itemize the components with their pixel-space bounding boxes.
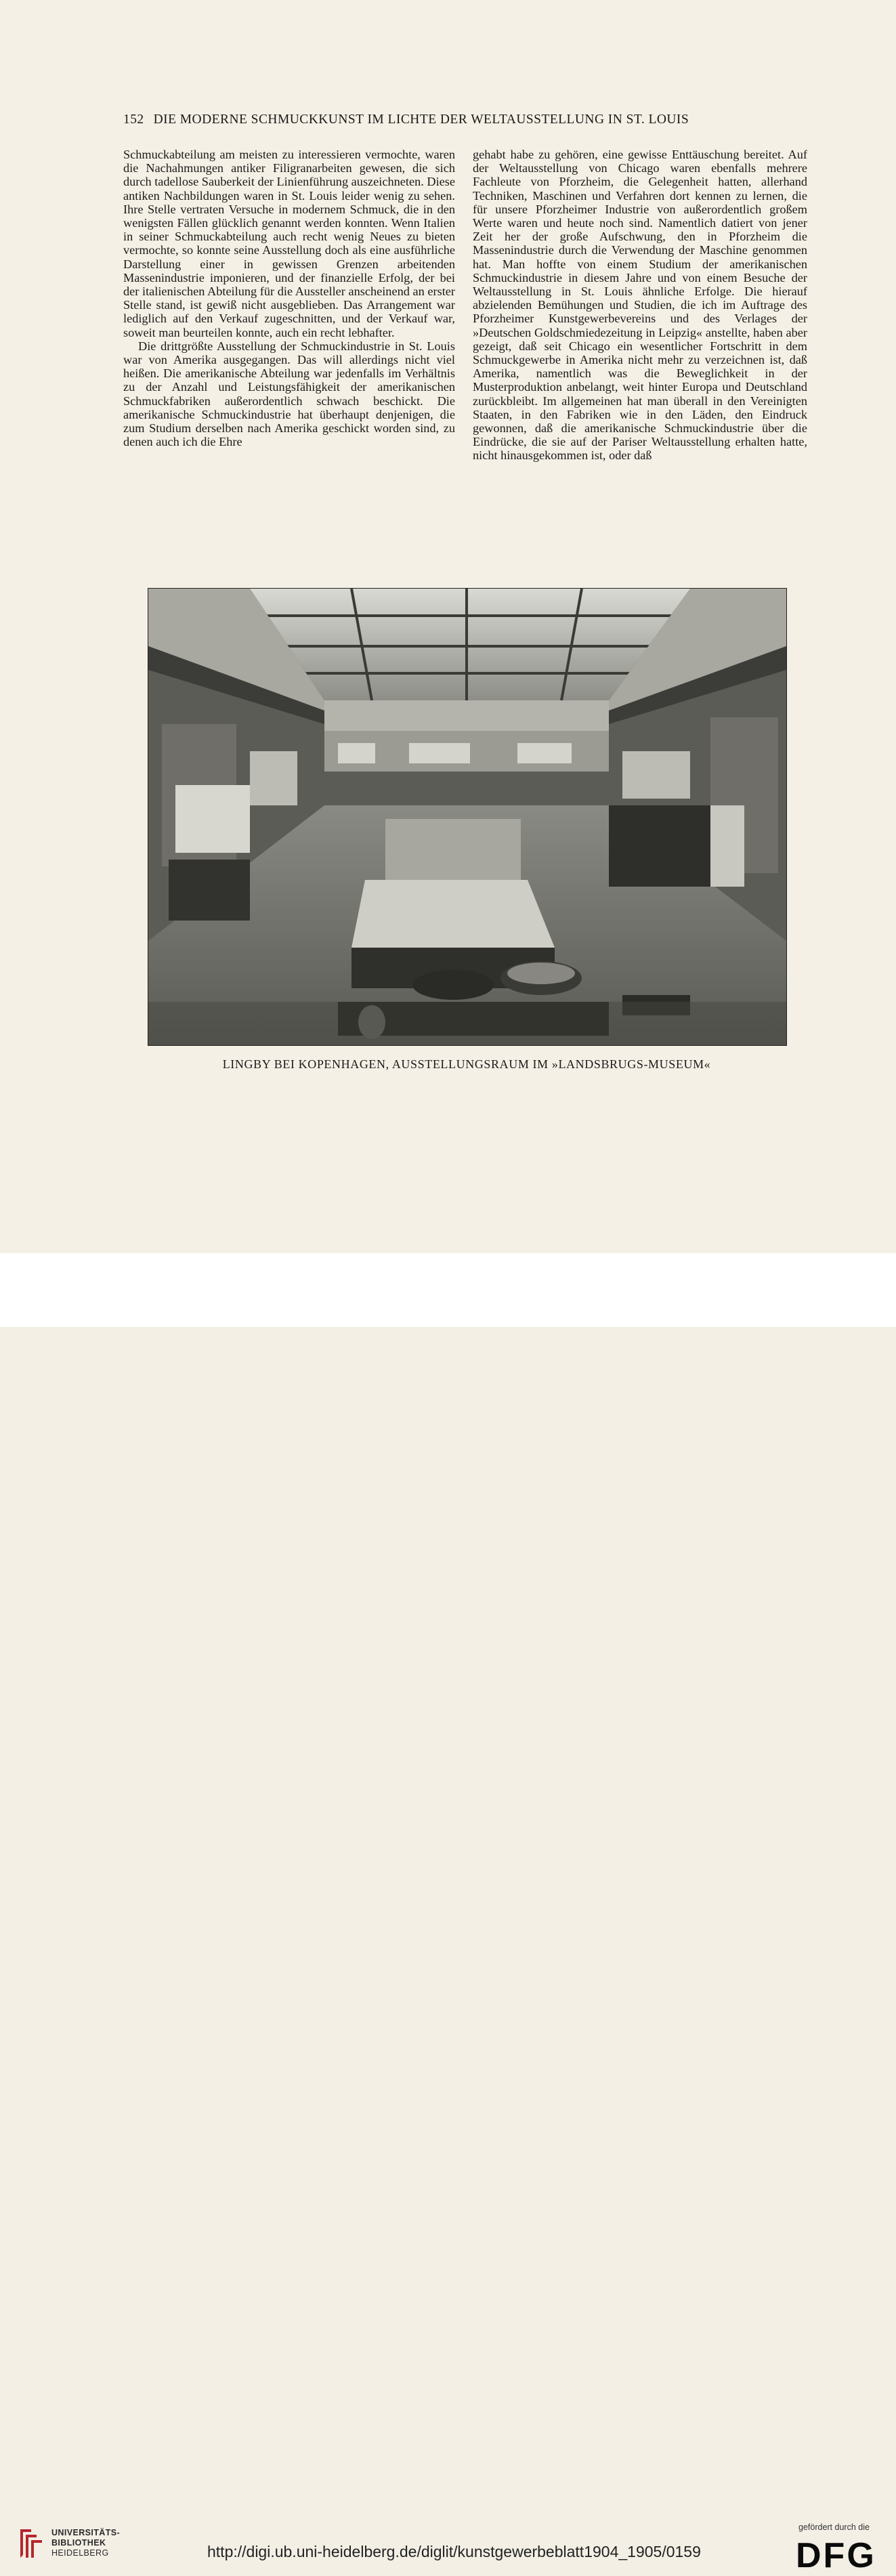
library-name-line: BIBLIOTHEK: [51, 2538, 106, 2548]
running-title: DIE MODERNE SCHMUCKKUNST IM LICHTE DER WELTAUSSTELLUNG IN ST. LOUIS: [153, 112, 689, 127]
funding-note: gefördert durch die: [798, 2522, 870, 2532]
digitization-footer: [0, 1253, 896, 2575]
text-column-left: [123, 148, 455, 448]
library-name-line: UNIVERSITÄTS-: [51, 2528, 121, 2537]
permalink-url[interactable]: http://digi.ub.uni-heidelberg.de/diglit/kunstgewerbeblatt1904_1905/0159: [207, 2543, 701, 2560]
paragraph: gehabt habe zu gehören, eine gewisse Enttäuschung bereitet. Auf der Weltausstellung von Chicago waren ebenfalls mehrere Fachleute von Pforzheim, die Gelegenheit hatten, allerhand Techniken, Maschinen und Verfahren dort kennen zu lernen, die für unsere Pforzheimer Industrie von außerordentlich großem Werte waren und heute noch sind. Namentlich datiert von jener Zeit her der große Aufschwung, den in Pforzheim die Massenindustrie durch die Verwendung der Maschine genommen hat. Man hoffte von einem Studium der amerikanischen Schmuckindustrie in diesem Jahre und von einem Besuche der Weltausstellung in St. Louis ähnliche Erfolge. Die hierauf abzielenden Bemühungen und Studien, die ich im Auftrage des Pforzheimer Kunstgewerbevereins und des Verlages der »Deutschen Goldschmiedezeitung in Leipzig« anstellte, haben aber gezeigt, daß seit Chicago ein wesentlicher Fortschritt in dem Schmuckgewerbe in Amerika nicht mehr zu verzeichnen ist, daß Amerika, namentlich was die Beweglichkeit in der Musterproduktion anbelangt, weit hinter Europa und Deutschland zurückbleibt. Im allgemeinen hat man überall in den Vereinigten Staaten, in den Fabriken wie in den Läden, den Eindruck gewonnen, daß die amerikanische Schmuckindustrie über die Eindrücke, die sie auf der Pariser Weltausstellung erhalten hatte, nicht hinausgekommen ist, oder daß: [473, 148, 807, 463]
photograph-illustration: [148, 589, 786, 1045]
paragraph: Die drittgrößte Ausstellung der Schmuckindustrie in St. Louis war von Amerika ausgegangen. Das will allerdings nicht viel heißen. Die amerikanische Abteilung war jedenfalls im Verhältnis zu der Anzahl und Leistungsfähigkeit der amerikanischen Schmuckfabriken außerordentlich schwach beschickt. Die amerikanische Schmuckindustrie hat überhaupt denjenigen, die zum Studium derselben nach Amerika geschickt worden sind, zu denen auch ich die Ehre: [123, 339, 455, 449]
page-number: 152: [123, 112, 144, 127]
text-column-right: [473, 148, 807, 463]
running-header: [123, 112, 777, 131]
paragraph: Schmuckabteilung am meisten zu interessieren vermochte, waren die Nachahmungen antiker Filigranarbeiten gewesen, die sich durch tadellose Sauberkeit der Linienführung auszeichneten. Diese antiken Nachbildungen waren in St. Louis leider wenig zu sehen. Ihre Stelle vertraten Versuche in modernem Schmuck, die in den wenigsten Fällen glücklich genannt werden konnten. Wenn Italien in seiner Schmuckabteilung auch recht wenig Neues zu bieten vermochte, so konnte seine Ausstellung doch als eine ausführliche Darstellung einer in gewissen Grenzen arbeitenden Massenindustrie imponieren, und der finanzielle Erfolg, der bei der italienischen Abteilung für die Aussteller anscheinend an erster Stelle stand, ist gewiß nicht ausgeblieben. Das Arrangement war lediglich auf den Verkauf zugeschnitten, und der Verkauf war, soweit man beurteilen konnte, auch ein recht lebhafter.: [123, 148, 455, 339]
university-library-logo-icon: [16, 2527, 45, 2560]
exhibition-hall-photograph: [148, 588, 787, 1046]
page-scan: [0, 0, 896, 1253]
figure-caption: LINGBY BEI KOPENHAGEN, AUSSTELLUNGSRAUM IM »LANDSBRUGS-MUSEUM«: [222, 1057, 711, 1071]
library-name-line: HEIDELBERG: [51, 2548, 109, 2558]
university-library-name: [51, 2528, 120, 2558]
dfg-logo: DFG: [796, 2536, 876, 2575]
